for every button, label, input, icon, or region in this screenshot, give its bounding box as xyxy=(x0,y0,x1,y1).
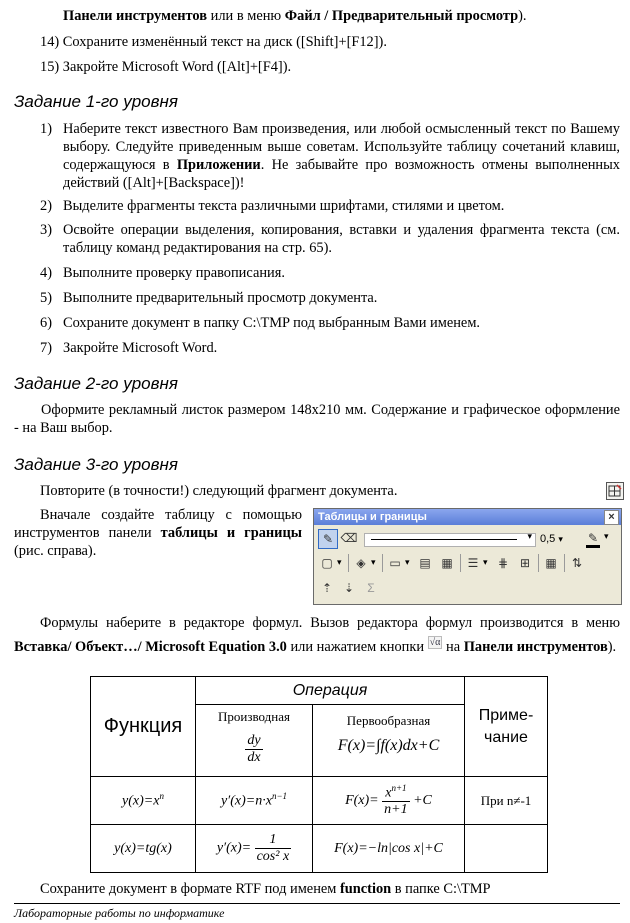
list-number: 3) xyxy=(40,222,52,238)
chevron-down-icon[interactable]: ▾ xyxy=(371,557,376,567)
equation-editor-icon[interactable]: √α xyxy=(429,637,441,648)
row2-note xyxy=(465,825,548,873)
footer-rule xyxy=(14,903,620,904)
level3-create-text: Вначале создайте таблицу с помощью инструментов панели таблицы и границы (рис. справа). xyxy=(14,507,302,559)
pencil-draw-icon[interactable]: ✎ xyxy=(318,529,338,549)
dydx-fraction: $\frac{dy}{dx}$ xyxy=(247,733,261,765)
autoformat-icon[interactable]: ▦ xyxy=(545,556,557,570)
row1-function: $y(x)=x^n$ xyxy=(91,777,196,825)
bold-text: Файл / Предварительный просмотр xyxy=(284,8,519,24)
list-number: 1) xyxy=(40,121,52,137)
borders-icon[interactable]: ▢ xyxy=(321,556,333,570)
sort-ascending-icon[interactable]: ⇡ xyxy=(321,581,333,595)
close-icon[interactable]: × xyxy=(604,510,619,525)
row1-derivative: $y'(x)=n\cdot x^{n-1}$ xyxy=(196,777,313,825)
row1-note: При n≠-1 xyxy=(465,777,548,825)
list-item: Освойте операции выделения, копирования, вставки и удаления фрагмента текста (см. таблицу команд редактирования на стр. 65). xyxy=(63,222,620,256)
header-note: Приме- чание xyxy=(465,677,548,777)
chevron-down-icon: ▾ xyxy=(558,534,563,544)
chevron-down-icon: ▾ xyxy=(527,531,532,541)
toolbar-row-2 xyxy=(316,554,616,576)
chevron-down-icon[interactable]: ▾ xyxy=(604,531,609,541)
merge-cells-icon[interactable]: ▤ xyxy=(419,556,431,570)
heading-level3: Задание 3-го уровня xyxy=(14,455,178,474)
list-item: Выполните предварительный просмотр документа. xyxy=(63,290,378,306)
item-15: 15) Закройте Microsoft Word ([Alt]+[F4]). xyxy=(40,59,292,75)
toolbar-titlebar xyxy=(314,509,621,525)
list-item: Выполните проверку правописания. xyxy=(63,265,285,281)
header-antiderivative: Первообразная F(x)=∫f(x)dx+C xyxy=(313,705,465,777)
level2-text: Оформите рекламный листок размером 148х210 мм. Содержание и графическое оформление - на Ваш выбор. xyxy=(14,402,620,436)
list-number: 2) xyxy=(40,198,52,214)
bold-text: Панели инструментов xyxy=(63,8,208,24)
integral-formula: F(x)=∫f(x)dx+C xyxy=(337,737,440,754)
chevron-down-icon[interactable]: ▾ xyxy=(337,557,342,567)
formula-instructions: Формулы наберите в редакторе формул. Вызов редактора формул производится в меню Вставка/ Объект…/ Microsoft Equation 3.0 или нажатием кнопки $^{√\alpha}$ на Панели инструментов). xyxy=(14,615,620,655)
text-direction-icon[interactable]: ⇅ xyxy=(571,556,583,570)
header-function: Функция xyxy=(91,677,196,777)
line-weight-select[interactable]: 0,5 ▾ xyxy=(540,533,563,545)
distribute-columns-icon[interactable]: ⊞ xyxy=(519,556,531,570)
row2-antiderivative: F(x)=−ln|cos x|+C xyxy=(313,825,465,873)
list-item: Сохраните документ в папку C:\TMP под выбранным Вами именем. xyxy=(63,315,481,331)
list-number: 5) xyxy=(40,290,52,306)
chevron-down-icon[interactable]: ▾ xyxy=(483,557,488,567)
row2-function: y(x)=tg(x) xyxy=(91,825,196,873)
border-color-icon[interactable]: ✎ xyxy=(587,531,599,545)
row1-antiderivative: F(x)= $\frac{x^{n+1}}{n+1}$ +C xyxy=(313,777,465,825)
row2-derivative: y′(x)= $\frac{1}{\text{cos² x}}$ xyxy=(196,825,313,873)
table-grid-icon xyxy=(607,483,623,499)
header-operation: Операция xyxy=(196,677,465,705)
list-item: Выделите фрагменты текста различными шрифтами, стилями и цветом. xyxy=(63,198,505,214)
header-derivative: Производная $\frac{dy}{dx}$ xyxy=(196,705,313,777)
toolbar-row-1 xyxy=(316,529,616,551)
chevron-down-icon[interactable]: ▾ xyxy=(405,557,410,567)
list-item: Наберите текст известного Вам произведения, или любой осмысленный текст по Вашему выбору. Следуйте приведенным выше советам. Используйте таблицу сочетаний клавиш, содержащуюся в Приложении. Не забывайте про возможность отмены выполненных действий ([Alt]+[Backspace])! xyxy=(63,121,620,191)
tables-borders-toolbar xyxy=(313,508,622,605)
insert-table-icon[interactable]: ▭ xyxy=(389,556,401,570)
list-number: 4) xyxy=(40,265,52,281)
page-footer: Лабораторные работы по информатике xyxy=(14,906,225,920)
heading-level2: Задание 2-го уровня xyxy=(14,374,178,393)
split-cells-icon[interactable]: ▦ xyxy=(441,556,453,570)
list-item: Закройте Microsoft Word. xyxy=(63,340,218,356)
item-14: 14) Сохраните изменённый текст на диск ([Shift]+[F12]). xyxy=(40,34,387,50)
level3-repeat: Повторите (в точности!) следующий фрагмент документа. xyxy=(40,483,398,499)
list-number: 6) xyxy=(40,315,52,331)
distribute-rows-icon[interactable]: ⋕ xyxy=(497,556,509,570)
formula-table xyxy=(90,676,548,873)
fill-color-icon[interactable]: ◈ xyxy=(356,556,366,570)
color-swatch xyxy=(586,545,600,548)
toolbar-row-3 xyxy=(316,579,616,601)
eraser-icon[interactable]: ⌫ xyxy=(340,531,358,545)
table-toolbar-icon[interactable] xyxy=(606,482,624,500)
line-style-select[interactable] xyxy=(364,533,536,547)
sort-descending-icon[interactable]: ⇣ xyxy=(343,581,355,595)
heading-level1: Задание 1-го уровня xyxy=(14,92,178,111)
intro-line: Панели инструментов или в меню Файл / Предварительный просмотр). xyxy=(63,8,527,24)
toolbar-title: Таблицы и границы xyxy=(318,511,427,523)
align-icon[interactable]: ☰ xyxy=(467,556,479,570)
save-instruction: Сохраните документ в формате RTF под именем function в папке C:\TMP xyxy=(40,881,491,897)
autosum-icon[interactable]: Σ xyxy=(367,581,375,595)
list-number: 7) xyxy=(40,340,52,356)
